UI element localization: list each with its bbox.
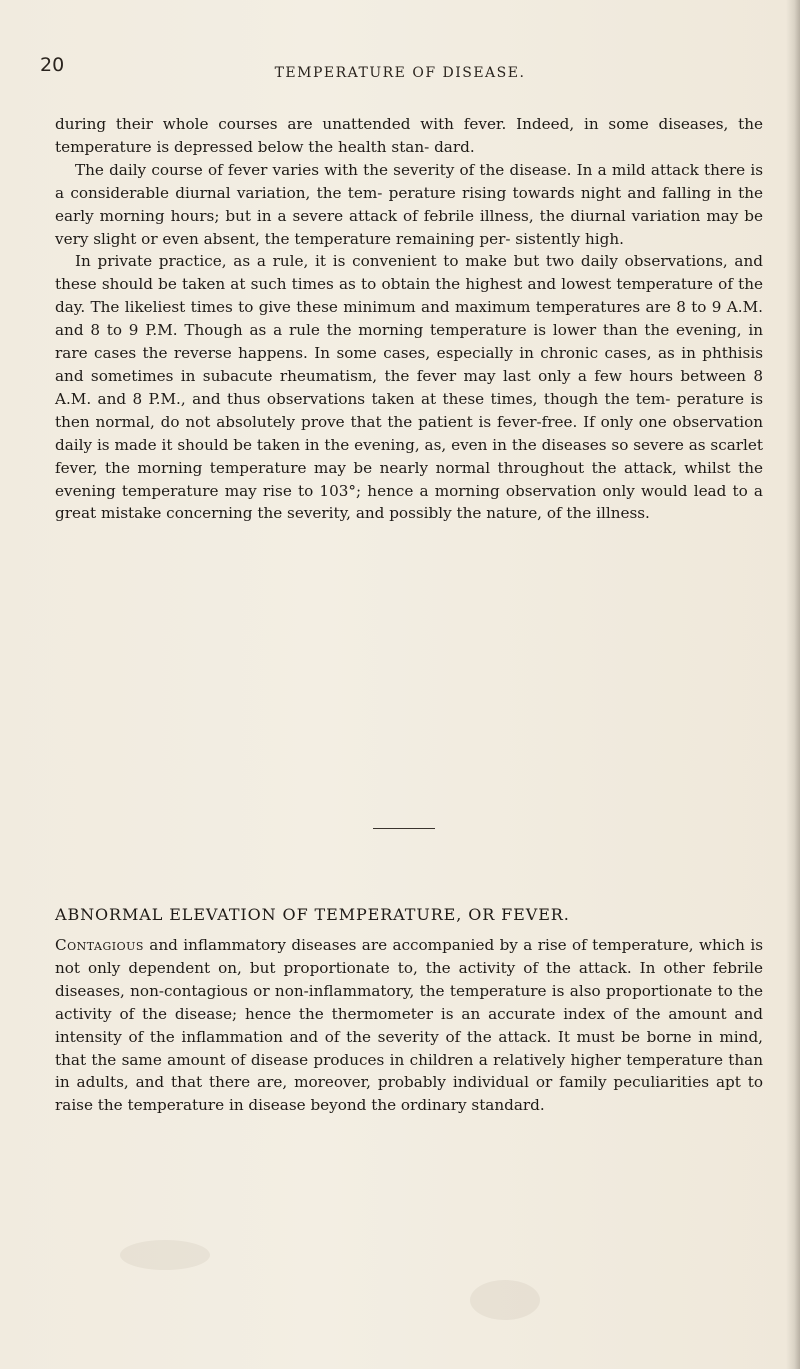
paper-stain xyxy=(120,1240,210,1270)
running-head: TEMPERATURE OF DISEASE. xyxy=(274,65,526,81)
page-edge-shadow xyxy=(786,0,800,1369)
page-number: 20 xyxy=(40,54,65,76)
text-block-section xyxy=(55,934,763,1117)
section-divider xyxy=(373,828,435,829)
section-lead-word: Contagious xyxy=(55,936,144,954)
paragraph: during their whole courses are unattended with fever. Indeed, in some diseases, the temperature is depressed below the health stan- dard. xyxy=(55,115,763,156)
paragraph: In private practice, as a rule, it is convenient to make but two daily observations, and these should be taken at such times as to obtain the highest and lowest temperature of the day. The likeliest times to give these minimum and maximum temperatures are 8 to 9 A.M. and 8 to 9 P.M. Though as a rule the morning temperature is lower than the evening, in rare cases the reverse happens. In some cases, especially in chronic cases, as in phthisis and sometimes in subacute rheumatism, the fever may last only a few hours between 8 A.M. and 8 P.M., and thus observations taken at these times, though the tem- perature is then normal, do not absolutely prove that the patient is fever-free. If only one observation daily is made it should be taken in the evening, as, even in the diseases so severe as scarlet fever, the morning temperature may be nearly normal throughout the attack, whilst the evening temperature may rise to 103°; hence a morning observation only would lead to a great mistake concerning the severity, and possibly the nature, of the illness. xyxy=(55,252,763,523)
paragraph xyxy=(55,934,763,1117)
paragraph-text: and inflammatory diseases are accompanied by a rise of temperature, which is not only dependent on, but proportionate to, the activity of the attack. In other febrile diseases, non-contagious or non-inflammatory, the temperature is also proportionate to the activity of the disease; hence the thermometer is an accurate index of the amount and intensity of the inflammation and of the severity of the attack. It must be borne in mind, that the same amount of disease produces in children a relatively higher temperature than in adults, and that there are, moreover, probably individual or family peculiarities apt to raise the temperature in disease beyond the ordinary standard. xyxy=(55,936,763,1115)
text-block-top xyxy=(55,113,763,525)
paragraph: The daily course of fever varies with the severity of the disease. In a mild attack there is a considerable diurnal variation, the tem- perature rising towards night and falling in the early morning hours; but in a severe attack of febrile illness, the diurnal variation may be very slight or even absent, the temperature remaining per- sistently high. xyxy=(55,160,763,248)
paper-stain xyxy=(470,1280,540,1320)
section-heading: ABNORMAL ELEVATION OF TEMPERATURE, OR FEVER. xyxy=(55,905,570,924)
